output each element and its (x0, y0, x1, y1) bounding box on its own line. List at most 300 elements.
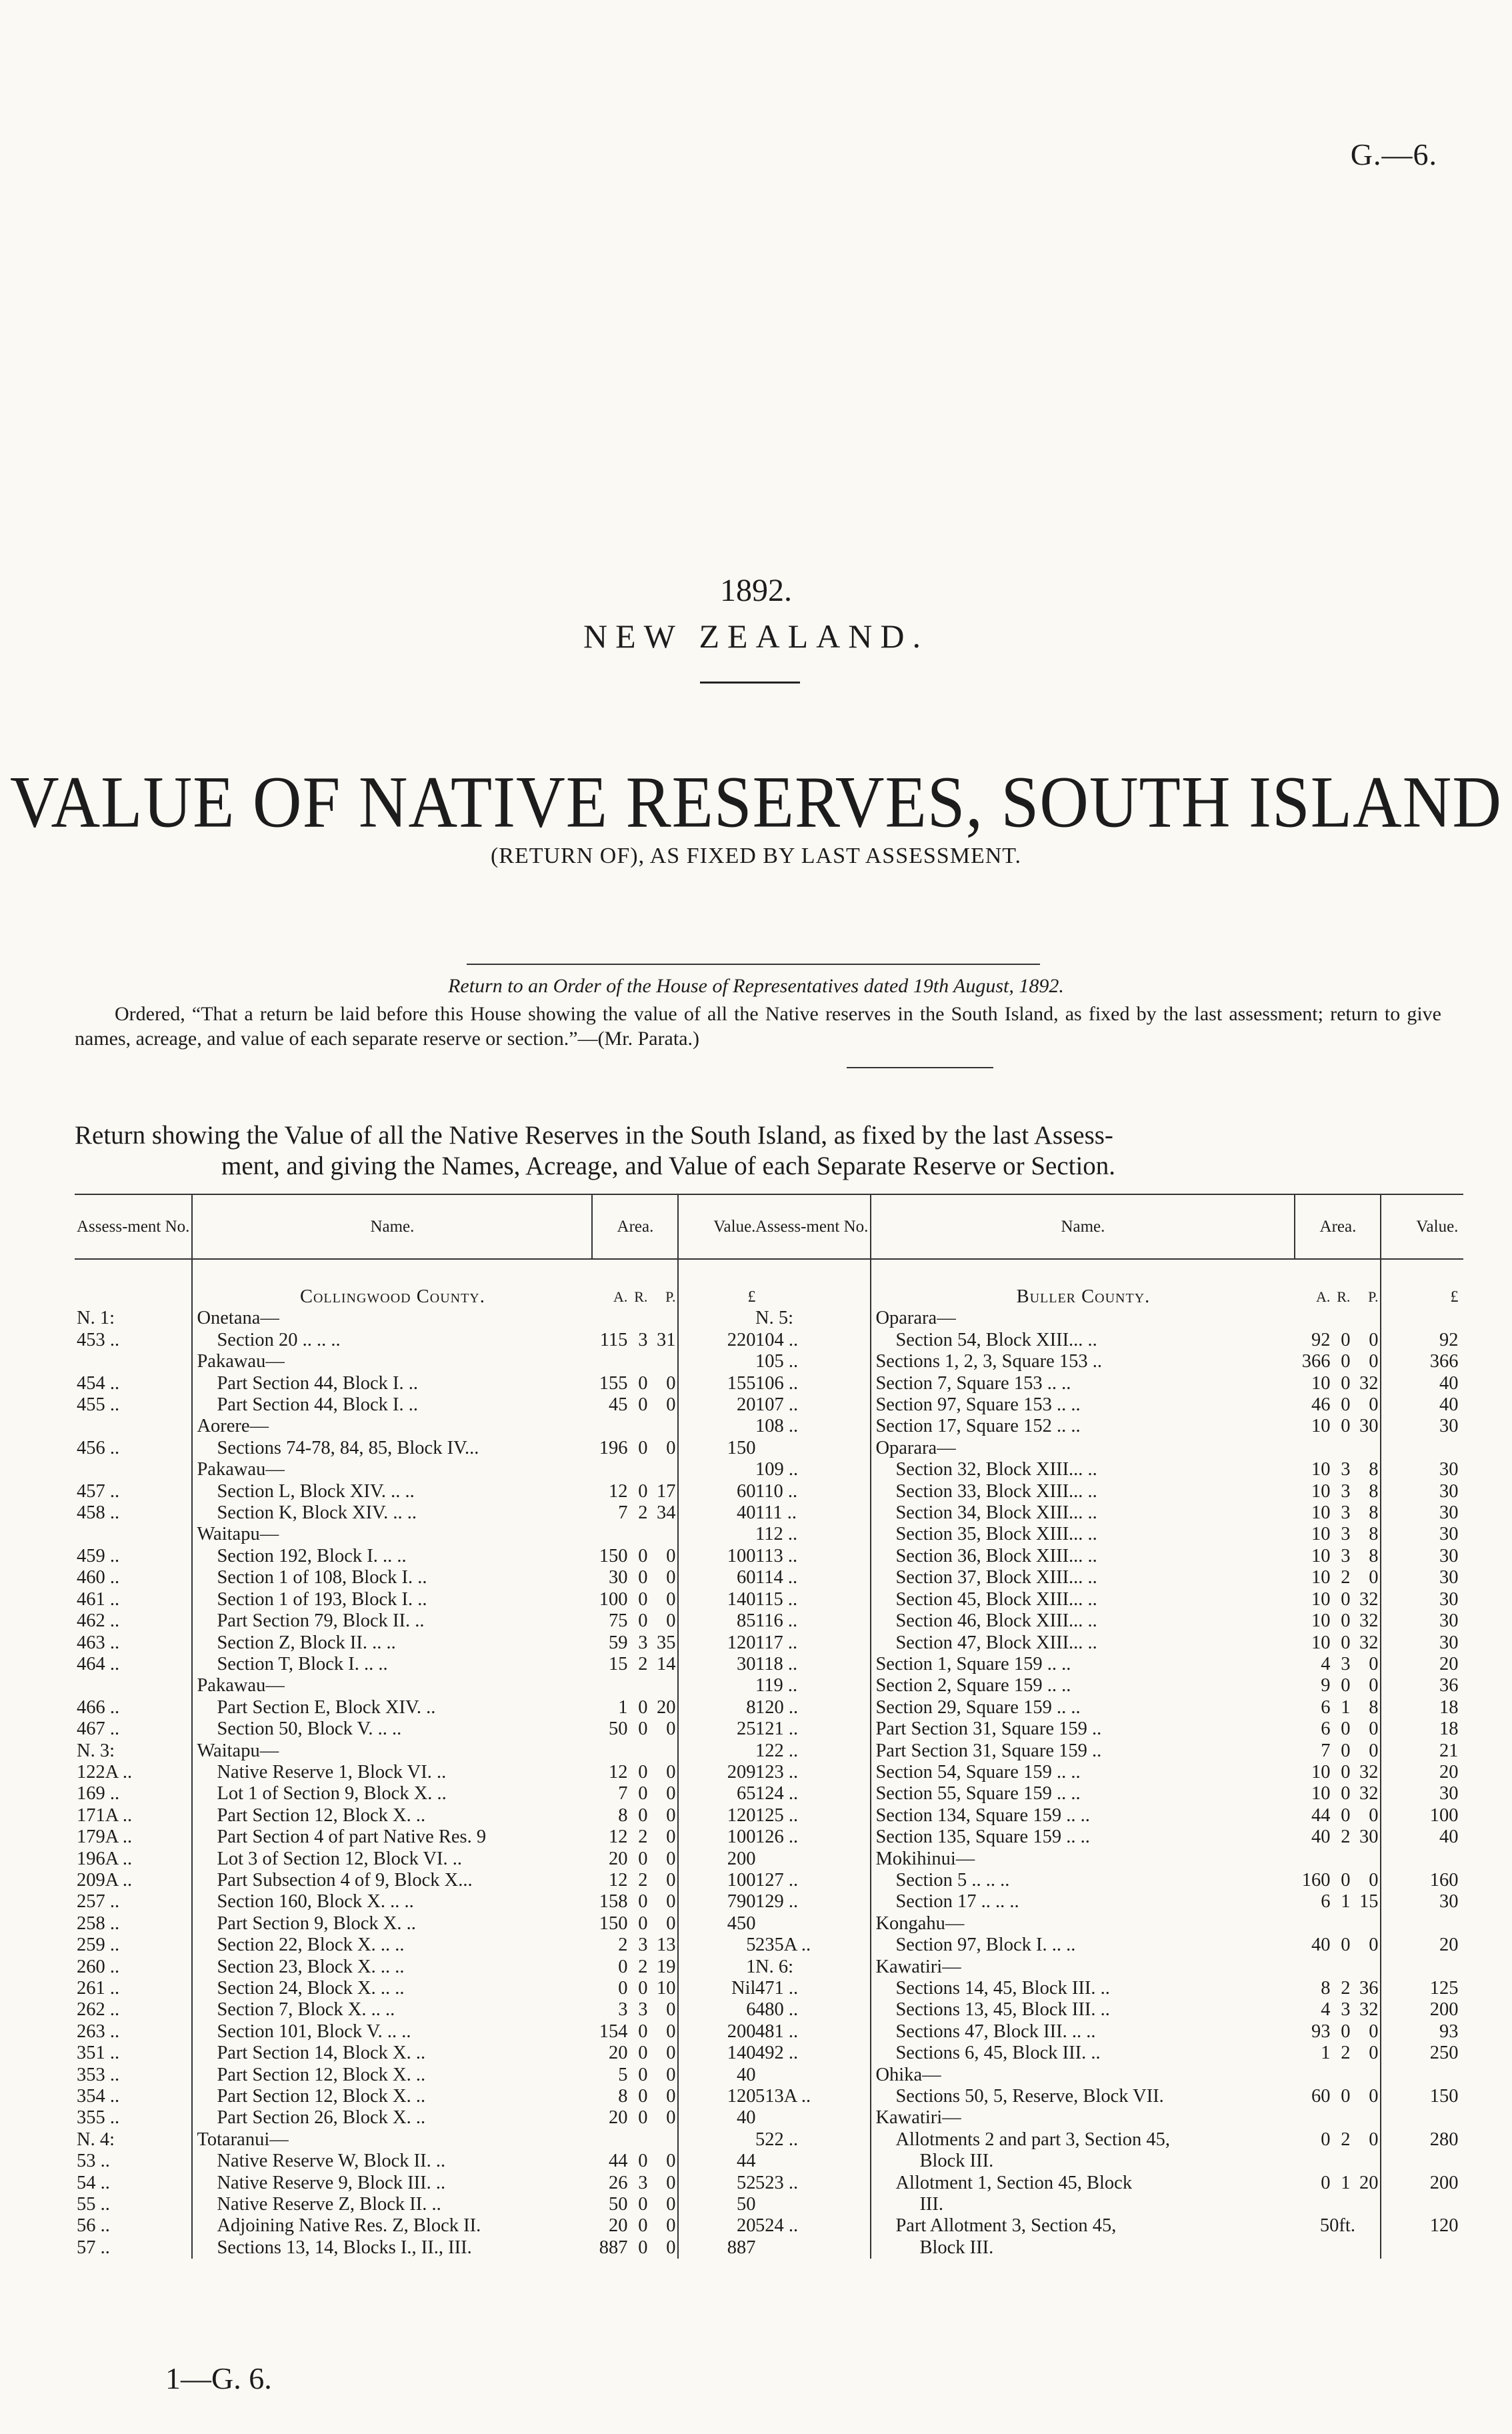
area-acres (1295, 1957, 1332, 1978)
value-pounds: 20 (736, 2215, 756, 2237)
area-roods: 3 (638, 2172, 648, 2193)
table-row (753, 1935, 1463, 1956)
reserve-name: Section 135, Square 159 .. .. (871, 1827, 1295, 1848)
assessment-no: 179A .. (77, 1827, 133, 1848)
area-acres: 20 (608, 2215, 628, 2237)
area-perches (649, 1675, 678, 1696)
area-acres: 6 (1321, 1696, 1331, 1718)
area-acres (1295, 2107, 1332, 2129)
assessment-no: N. 6: (755, 1956, 793, 1977)
area-acres: 20 (608, 1848, 628, 1869)
value-pounds: 120 (1429, 2215, 1459, 2237)
spacer-cell (1332, 1259, 1352, 1286)
assessment-no (75, 1675, 192, 1696)
reserve-name: Allotment 1, Section 45, Block (871, 2173, 1295, 2194)
area-roods: 0 (1341, 1588, 1351, 1610)
area-acres (592, 1351, 629, 1372)
value-pounds: 100 (727, 1869, 756, 1891)
assessment-no: 209A .. (77, 1869, 133, 1891)
area-perches: 19 (649, 1957, 678, 1978)
table-row (753, 1502, 1463, 1524)
assessment-no (75, 1459, 192, 1480)
return-heading-line-1: Return showing the Value of all the Native Reserves in the South Island, as fixed by the last Assess- (75, 1121, 1113, 1150)
value-pounds: 40 (1439, 1827, 1459, 1848)
unit-roods: R. (1337, 1288, 1351, 1305)
area-perches: 0 (1352, 2129, 1381, 2151)
area-roods: 2 (1341, 2129, 1351, 2150)
header-name: Name. (871, 1194, 1295, 1259)
area-roods: 0 (638, 1978, 648, 1999)
assessment-no (753, 2107, 871, 2129)
value-pounds: 30 (1439, 1459, 1459, 1480)
area-roods: 2 (1341, 1827, 1351, 1848)
value-pounds: 8 (746, 1696, 756, 1718)
table-row (753, 1762, 1463, 1783)
area-perches: 0 (649, 1718, 678, 1740)
assessment-no: 235A .. (755, 1935, 811, 1956)
area-roods: 3 (1341, 1502, 1351, 1524)
table-row (75, 2151, 761, 2172)
reserve-name: Part Section 26, Block X. .. (192, 2107, 592, 2129)
group-row (753, 1308, 1463, 1329)
area-perches: 31 (649, 1330, 678, 1351)
assessment-no: 466 .. (77, 1696, 120, 1718)
area-roods: 0 (1341, 1610, 1351, 1632)
reserve-name: Pakawau— (192, 1351, 592, 1372)
area-acres: 160 (1301, 1869, 1331, 1891)
area-perches: 0 (649, 2194, 678, 2215)
reserve-name: Section Z, Block II. .. .. (192, 1632, 592, 1654)
reserve-name: Totaranui— (192, 2129, 592, 2151)
assessment-no: 108 .. (755, 1416, 799, 1437)
area-acres: 7 (1321, 1740, 1331, 1761)
value-pounds: 30 (1439, 1567, 1459, 1588)
area-acres: 20 (608, 2043, 628, 2064)
area-roods: 3 (638, 1632, 648, 1653)
reserve-name: Block III. (871, 2151, 1295, 2172)
area-acres: 3 (618, 1999, 628, 2021)
value-pounds: 140 (727, 1588, 756, 1610)
assessment-no: 129 .. (755, 1891, 799, 1913)
area-roods: 0 (638, 1394, 648, 1416)
value-pounds: 200 (1429, 1999, 1459, 2021)
reserves-table-right (753, 1194, 1463, 2259)
reserve-name: Kongahu— (871, 1913, 1295, 1935)
table-row (75, 2065, 761, 2086)
group-row (753, 2065, 1463, 2086)
assessment-no: 456 .. (77, 1437, 120, 1458)
area-roods: 0 (1341, 1372, 1351, 1394)
area-perches: 0 (1352, 2086, 1381, 2107)
area-perches: 13 (649, 1935, 678, 1956)
value-pounds: 5 (746, 1935, 756, 1956)
area-acres: 44 (608, 2151, 628, 2172)
reserve-name: Section 50, Block V. .. .. (192, 1718, 592, 1740)
assessment-no: 461 .. (77, 1588, 120, 1610)
area-perches: 8 (1352, 1481, 1381, 1502)
area-perches: 0 (649, 1805, 678, 1827)
footer-signature: 1—G. 6. (165, 2361, 272, 2395)
area-roods: 0 (638, 1891, 648, 1913)
area-acres (592, 2129, 629, 2151)
area-perches: 8 (1352, 1697, 1381, 1718)
reserve-name: Section 29, Square 159 .. .. (871, 1697, 1295, 1718)
reserve-name: Section 33, Block XIII... .. (871, 1481, 1295, 1502)
area-roods: 0 (638, 2194, 648, 2215)
value-pounds: 60 (736, 1480, 756, 1502)
area-acres: 0 (618, 1978, 628, 1999)
area-roods (1332, 2151, 1352, 2172)
reserve-name: Lot 3 of Section 12, Block VI. .. (192, 1849, 592, 1870)
area-acres (1295, 2151, 1332, 2172)
assessment-no: 513A .. (755, 2086, 811, 2107)
area-perches: 0 (1352, 1675, 1381, 1696)
assessment-no: 463 .. (77, 1632, 120, 1653)
area-roods: 0 (638, 2107, 648, 2129)
table-header-row (753, 1194, 1463, 1259)
assessment-no: 115 .. (755, 1588, 798, 1610)
value-pounds: 60 (736, 1567, 756, 1588)
spacer-cell (192, 1259, 592, 1286)
reserve-name: Part Section 79, Block II. .. (192, 1610, 592, 1632)
area-perches: 0 (649, 1783, 678, 1804)
area-roods (629, 1740, 649, 1762)
area-roods: 0 (638, 1437, 648, 1458)
reserve-name: Ohika— (871, 2065, 1295, 2086)
table-row (753, 1978, 1463, 1999)
spacer-cell (75, 1259, 192, 1286)
value-pounds: 85 (736, 1610, 756, 1632)
table-row (75, 1957, 761, 1978)
table-row (753, 2173, 1463, 2194)
reserve-name: Section 134, Square 159 .. .. (871, 1805, 1295, 1827)
reserve-name: Part Section 12, Block X. .. (192, 2086, 592, 2107)
table-row (753, 2237, 1463, 2259)
reserve-name: Oparara— (871, 1308, 1295, 1329)
assessment-no: 56 .. (77, 2215, 110, 2237)
unit-roods: R. (634, 1288, 648, 1305)
area-acres: 8 (618, 1804, 628, 1826)
assessment-no: 459 .. (77, 1545, 120, 1566)
value-pounds: 65 (736, 1783, 756, 1804)
table-row (75, 1567, 761, 1588)
area-acres (592, 1740, 629, 1762)
reserve-name: Native Reserve 9, Block III. .. (192, 2173, 592, 2194)
area-roods (1332, 1849, 1352, 1870)
area-roods: 2 (638, 1653, 648, 1674)
reserve-name: Part Section E, Block XIV. .. (192, 1697, 592, 1718)
reserve-name: Section 35, Block XIII... .. (871, 1524, 1295, 1545)
area-perches: 14 (649, 1654, 678, 1675)
area-perches: 0 (1352, 1351, 1381, 1372)
table-row (753, 2151, 1463, 2172)
area-acres (592, 1416, 629, 1437)
value-pounds: 30 (1439, 1480, 1459, 1502)
value-pounds: 30 (736, 1653, 756, 1674)
area-perches: 32 (1352, 1632, 1381, 1654)
table-row (75, 2086, 761, 2107)
table-row (75, 1394, 761, 1416)
area-perches: 0 (649, 2151, 678, 2172)
title-rule (700, 682, 800, 684)
area-acres: 10 (1311, 1545, 1331, 1566)
value-pounds: 160 (1429, 1869, 1459, 1891)
area-perches: 20 (649, 1697, 678, 1718)
value-pounds (678, 1351, 761, 1372)
area-acres: 10 (1311, 1567, 1331, 1588)
area-acres: 50 (608, 1718, 628, 1740)
assessment-no: 262 .. (77, 1999, 120, 2021)
reserve-name: Section 97, Square 153 .. .. (871, 1394, 1295, 1416)
area-roods: 0 (1341, 1632, 1351, 1653)
area-roods: 0 (1341, 1869, 1351, 1891)
area-roods: 3 (1341, 1480, 1351, 1502)
value-pounds: 40 (1439, 1394, 1459, 1416)
value-pounds: 20 (1439, 1653, 1459, 1674)
table-row (753, 1697, 1463, 1718)
value-pounds: 209 (727, 1761, 756, 1782)
area-perches: 30 (1352, 1416, 1381, 1437)
area-acres: 50 (608, 2194, 628, 2215)
reserve-name: Section 23, Block X. .. .. (192, 1957, 592, 1978)
area-acres: 196 (599, 1437, 628, 1458)
table-row (75, 1999, 761, 2021)
assessment-no: 460 .. (77, 1567, 120, 1588)
area-text: 50ft. (1295, 2215, 1381, 2237)
value-pounds: 18 (1439, 1718, 1459, 1740)
area-roods: 0 (638, 2021, 648, 2042)
assessment-no: 351 .. (77, 2043, 120, 2064)
value-pounds: 366 (1429, 1351, 1459, 1372)
unit-perches: P. (1352, 1286, 1381, 1308)
area-acres (1295, 2237, 1332, 2259)
area-perches: 0 (649, 1567, 678, 1588)
area-roods: 0 (1341, 1761, 1351, 1782)
reserve-name: Allotments 2 and part 3, Section 45, (871, 2129, 1295, 2151)
area-roods: 0 (1341, 1394, 1351, 1416)
assessment-no: 454 .. (77, 1372, 120, 1394)
reserve-name: Part Section 31, Square 159 .. (871, 1718, 1295, 1740)
assessment-no: 113 .. (755, 1545, 798, 1566)
county-name: Buller County. (871, 1286, 1295, 1308)
area-acres: 12 (608, 1761, 628, 1782)
table-row (753, 1459, 1463, 1480)
assessment-no: 126 .. (755, 1827, 799, 1848)
reserve-name: Sections 13, 45, Block III. .. (871, 1999, 1295, 2021)
value-pounds: 30 (1439, 1783, 1459, 1804)
assessment-no: 55 .. (77, 2194, 110, 2215)
table-row (753, 1632, 1463, 1654)
assessment-no: N. 5: (755, 1308, 793, 1329)
area-acres (592, 1308, 629, 1329)
area-acres: 59 (608, 1632, 628, 1653)
table-row (75, 1697, 761, 1718)
area-perches: 8 (1352, 1502, 1381, 1524)
value-pounds (1381, 2107, 1463, 2129)
area-acres: 8 (1321, 1978, 1331, 1999)
area-roods: 0 (638, 1567, 648, 1588)
value-pounds: 150 (1429, 2086, 1459, 2107)
table-row (753, 1589, 1463, 1610)
assessment-no (753, 2065, 871, 2086)
county-row (753, 1286, 1463, 1308)
table-row (753, 2086, 1463, 2107)
assessment-no: 263 .. (77, 2021, 120, 2042)
area-roods (629, 1524, 649, 1545)
unit-pounds: £ (1450, 1288, 1459, 1306)
assessment-no (753, 2237, 871, 2259)
value-pounds: 200 (727, 2021, 756, 2042)
assessment-no: 492 .. (755, 2043, 799, 2064)
area-acres: 9 (1321, 1675, 1331, 1696)
value-pounds: 92 (1439, 1329, 1459, 1350)
assessment-no: 54 .. (77, 2172, 110, 2193)
table-row (753, 1610, 1463, 1632)
area-roods: 3 (1341, 1999, 1351, 2021)
area-perches: 0 (649, 2215, 678, 2237)
area-roods (629, 2129, 649, 2151)
area-perches: 0 (649, 1827, 678, 1848)
reserve-name: Section 36, Block XIII... .. (871, 1546, 1295, 1567)
assessment-no (753, 1438, 871, 1459)
value-pounds: 50 (736, 2194, 756, 2215)
reserve-name: Section 17 .. .. .. (871, 1891, 1295, 1913)
area-perches: 0 (649, 2021, 678, 2043)
area-roods: 0 (638, 1761, 648, 1782)
reserve-name: Oparara— (871, 1438, 1295, 1459)
reserve-name: Part Allotment 3, Section 45, (871, 2215, 1295, 2237)
reserve-name: Part Section 44, Block I. .. (192, 1373, 592, 1394)
spacer-cell (592, 1259, 629, 1286)
value-pounds: 450 (727, 1913, 756, 1934)
area-acres: 8 (618, 2086, 628, 2107)
area-acres: 30 (608, 1567, 628, 1588)
reserve-name: Section 101, Block V. .. .. (192, 2021, 592, 2043)
assessment-no: 462 .. (77, 1610, 120, 1632)
area-perches: 0 (649, 2065, 678, 2086)
value-pounds: 52 (736, 2172, 756, 2193)
area-perches: 32 (1352, 1589, 1381, 1610)
area-roods: 0 (1341, 1416, 1351, 1437)
value-pounds (678, 1459, 761, 1480)
value-pounds: 20 (736, 1394, 756, 1416)
value-pounds: 44 (736, 2151, 756, 2172)
table-row (753, 1351, 1463, 1372)
reserve-name: Sections 50, 5, Reserve, Block VII. (871, 2086, 1295, 2107)
table-row (75, 2043, 761, 2064)
year: 1892. (720, 573, 792, 608)
area-roods: 0 (638, 2064, 648, 2085)
area-perches: 0 (1352, 1394, 1381, 1416)
assessment-no: 453 .. (77, 1329, 120, 1350)
area-perches: 17 (649, 1481, 678, 1502)
spacer-cell (1381, 1259, 1463, 1286)
table-row (753, 2215, 1463, 2237)
area-roods: 3 (638, 1935, 648, 1956)
area-perches: 0 (649, 1999, 678, 2021)
area-perches (1352, 1308, 1381, 1329)
table-row (753, 1805, 1463, 1827)
area-perches (1352, 1913, 1381, 1935)
unit-acres: A. (1316, 1288, 1331, 1305)
table-row (75, 2215, 761, 2237)
value-pounds: 100 (1429, 1804, 1459, 1826)
area-perches (649, 1351, 678, 1372)
value-pounds: 100 (727, 1545, 756, 1566)
value-pounds (1381, 1308, 1463, 1329)
group-row (753, 1913, 1463, 1935)
reserve-name: Lot 1 of Section 9, Block X. .. (192, 1783, 592, 1804)
unit-perches: P. (649, 1286, 678, 1308)
value-pounds: 120 (727, 2086, 756, 2107)
area-acres: 158 (599, 1891, 628, 1913)
assessment-no: 123 .. (755, 1761, 799, 1782)
area-acres: 10 (1311, 1459, 1331, 1480)
reserve-name: Onetana— (192, 1308, 592, 1329)
table-row (75, 2173, 761, 2194)
table-row (75, 2194, 761, 2215)
table-row (75, 1935, 761, 1956)
table-row (753, 1567, 1463, 1588)
assessment-no: N. 1: (77, 1308, 115, 1329)
header-area: Area. (592, 1194, 678, 1259)
area-acres: 10 (1311, 1524, 1331, 1545)
reserve-name: Pakawau— (192, 1459, 592, 1480)
spacer-cell (871, 1259, 1295, 1286)
area-roods: 0 (1341, 1675, 1351, 1696)
reserve-name: Mokihinui— (871, 1849, 1295, 1870)
assessment-no: 467 .. (77, 1718, 120, 1740)
reserve-name: Section 54, Block XIII... .. (871, 1330, 1295, 1351)
table-row (75, 1373, 761, 1394)
area-roods: 0 (638, 1480, 648, 1502)
spacer-cell (678, 1259, 761, 1286)
area-roods: 0 (638, 1848, 648, 1869)
assessment-no (75, 1524, 192, 1545)
area-roods (1332, 2194, 1352, 2215)
table-row (753, 1330, 1463, 1351)
assessment-no (753, 1849, 871, 1870)
area-acres (1295, 1849, 1332, 1870)
reserve-name: Part Section 12, Block X. .. (192, 1805, 592, 1827)
reserve-name: Section 5 .. .. .. (871, 1870, 1295, 1891)
area-perches: 0 (649, 2173, 678, 2194)
area-perches: 34 (649, 1502, 678, 1524)
area-acres: 7 (618, 1783, 628, 1804)
group-row (75, 1524, 761, 1545)
area-acres (1295, 2194, 1332, 2215)
area-roods (1332, 1438, 1352, 1459)
ordered-paragraph: Ordered, “That a return be laid before this House showing the value of all the Native reserves in the South Island, as fixed by the last assessment; return to give names, acreage, and value of each separate reserve or section.”—(Mr. Parata.) (75, 1003, 1441, 1050)
area-roods: 0 (638, 1545, 648, 1566)
reserve-name: Waitapu— (192, 1740, 592, 1762)
assessment-no: 122A .. (77, 1761, 133, 1782)
value-pounds: 30 (1439, 1632, 1459, 1653)
reserve-name: Part Section 9, Block X. .. (192, 1913, 592, 1935)
area-acres (1295, 1308, 1332, 1329)
area-acres: 7 (618, 1502, 628, 1524)
area-acres (592, 1524, 629, 1545)
area-roods (1332, 2237, 1352, 2259)
reserve-name: Part Section 12, Block X. .. (192, 2065, 592, 2086)
assessment-no: 109 .. (755, 1459, 799, 1480)
area-acres: 10 (1311, 1783, 1331, 1804)
reserve-name: Sections 6, 45, Block III. .. (871, 2043, 1295, 2064)
value-pounds: 200 (1429, 2172, 1459, 2193)
value-pounds: 25 (736, 1718, 756, 1740)
area-perches: 32 (1352, 1999, 1381, 2021)
value-pounds (678, 1675, 761, 1696)
